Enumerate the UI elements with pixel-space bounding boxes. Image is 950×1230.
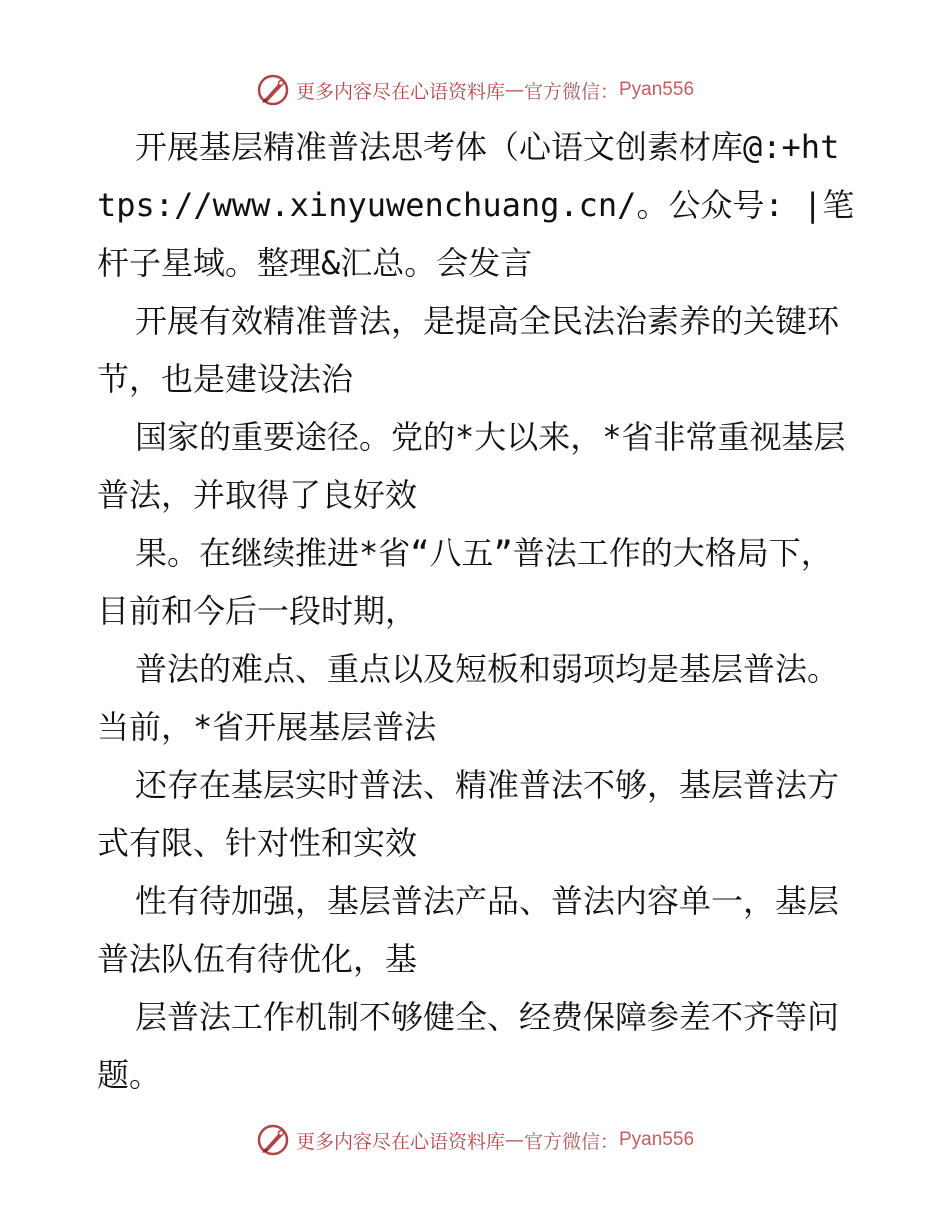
header-banner — [0, 70, 950, 110]
paragraph: 果。在继续推进*省“八五”普法工作的大格局下，目前和今后一段时期， — [97, 534, 833, 630]
banner-wechat-label: 官方微信： — [523, 80, 619, 103]
paragraph: 国家的重要途径。党的*大以来，*省非常重视基层普法，并取得了良好效 — [97, 418, 846, 514]
banner-separator: — — [504, 79, 524, 101]
paragraph: 性有待加强，基层普法产品、普法内容单一，基层普法队伍有待优化，基 — [97, 882, 840, 978]
document-body — [97, 118, 857, 1104]
paragraph: 普法的难点、重点以及短板和弱项均是基层普法。当前，*省开展基层普法 — [97, 650, 840, 746]
banner-site-text: 更多内容尽在心语资料库 — [295, 1130, 505, 1153]
banner-wechat-id: Pyan556 — [619, 79, 695, 100]
quill-pen-logo-icon — [256, 1123, 290, 1157]
banner-site-text: 更多内容尽在心语资料库 — [295, 80, 505, 103]
paragraph: 开展有效精准普法，是提高全民法治素养的关键环节，也是建设法治 — [97, 302, 840, 398]
paragraph: 层普法工作机制不够健全、经费保障参差不齐等问题。 — [97, 998, 840, 1094]
paragraph: 还存在基层实时普法、精准普法不够，基层普法方式有限、针对性和实效 — [97, 766, 840, 862]
banner-wechat-label: 官方微信： — [523, 1130, 619, 1153]
banner-wechat-id: Pyan556 — [619, 1129, 695, 1150]
paragraph: 开展基层精准普法思考体（心语文创素材库@:+https://www.xinyuwenchuang.cn/。公众号: |笔杆子星域。整理&汇总。会发言 — [97, 128, 855, 282]
banner-separator: — — [504, 1129, 524, 1151]
quill-pen-logo-icon — [256, 73, 290, 107]
footer-banner — [0, 1120, 950, 1160]
